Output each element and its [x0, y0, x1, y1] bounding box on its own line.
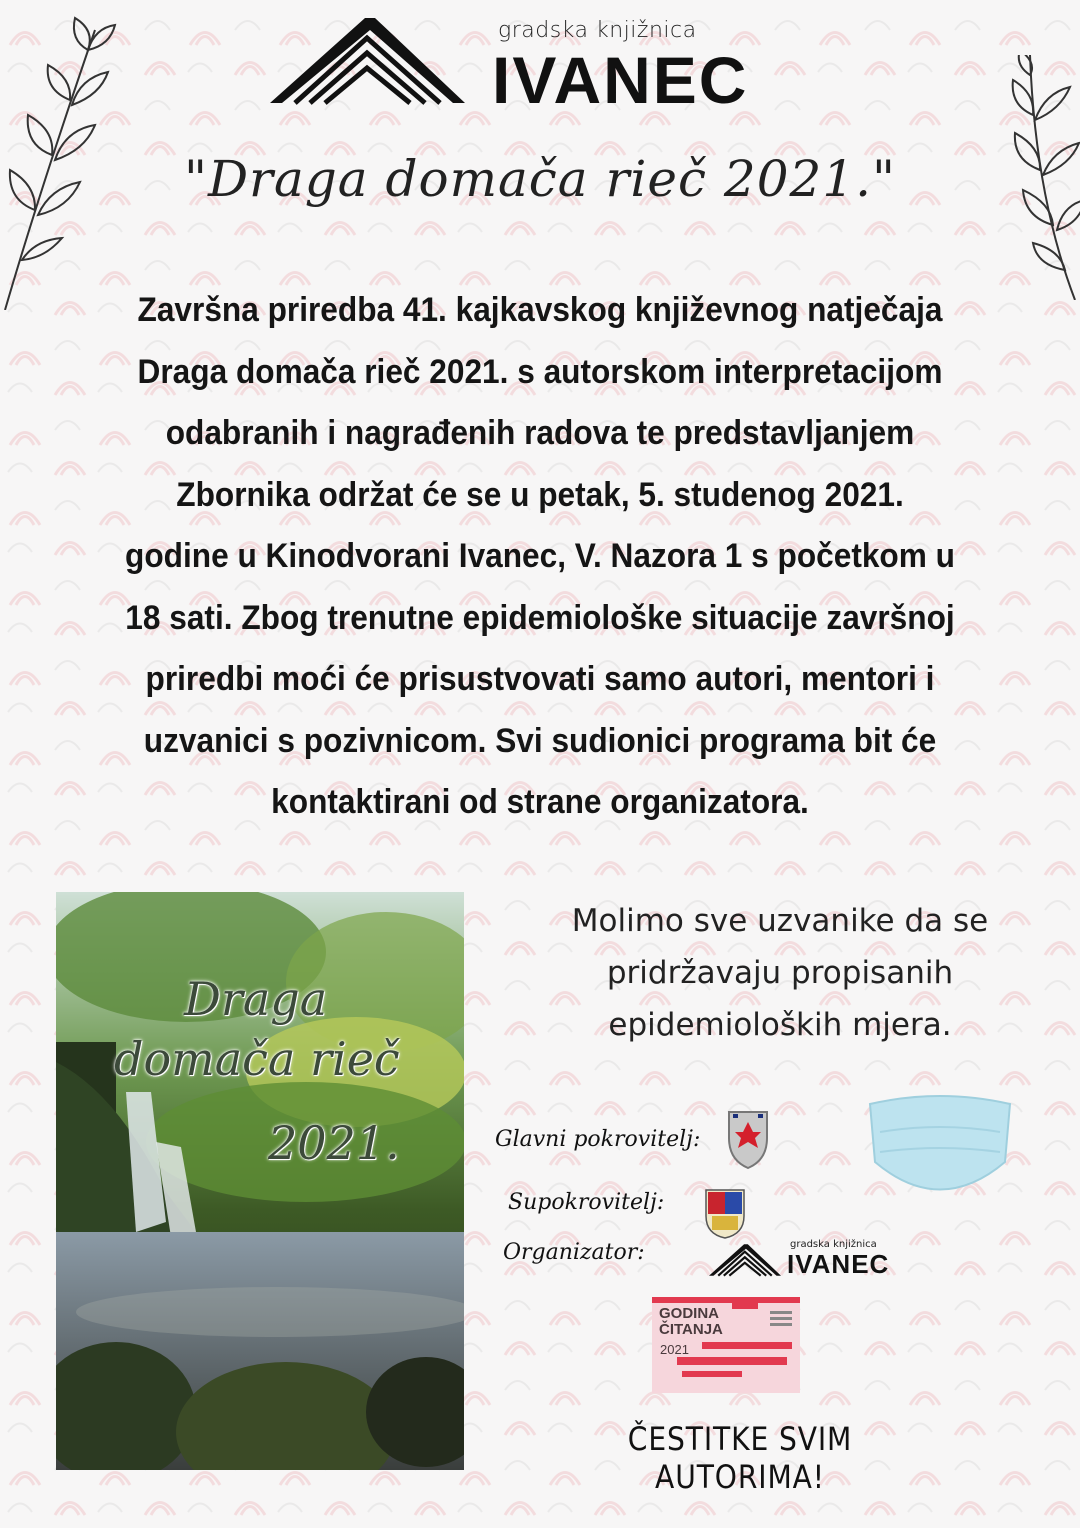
book-cover-image — [56, 892, 464, 1470]
book-fan-icon — [270, 13, 465, 108]
organizer-label: Organizator: — [503, 1240, 645, 1265]
organizer-logo — [705, 1238, 890, 1280]
co-sponsor-label: Supokrovitelj: — [508, 1190, 665, 1215]
main-sponsor-label: Glavni pokrovitelj: — [495, 1127, 701, 1152]
announcement-line: godine u Kinodvorani Ivanec, V. Nazora 1 s početkom u — [125, 537, 955, 575]
announcement-line: Završna priredba 41. kajkavskog književnog natječaja — [137, 291, 943, 329]
coat-of-arms-icon — [727, 1108, 769, 1170]
congratulations: ČESTITKE SVIM AUTORIMA! — [627, 1420, 853, 1496]
announcement-line: 18 sati. Zbog trenutne epidemiološke situacije završnoj — [125, 598, 955, 637]
announcement-line: Zbornika održat će se u petak, 5. studenog 2021. — [176, 475, 904, 514]
library-name: IVANEC — [492, 43, 749, 117]
announcement-line: priredbi moći će prisustvovati samo autori, mentori i — [145, 660, 935, 698]
reading-year-line1: GODINA — [659, 1305, 719, 1322]
reading-year-number: 2021 — [660, 1342, 689, 1357]
book-fan-icon — [709, 1242, 781, 1278]
notice-line: epidemioloških mjera. — [608, 1007, 952, 1043]
announcement-line: odabranih i nagrađenih radova te predstavljanjem — [165, 414, 915, 452]
cover-title-line1: Draga — [184, 972, 328, 1026]
library-logo — [270, 8, 770, 118]
announcement-line: uzvanici s pozivnicom. Svi sudionici programa bit će — [143, 721, 937, 760]
notice-line: pridržavaju propisanih — [606, 955, 954, 991]
announcement-line: Draga domača rieč 2021. s autorskom interpretacijom — [137, 352, 943, 391]
notice-line: Molimo sve uzvanike da se — [571, 903, 989, 939]
organizer-logo-name: IVANEC — [787, 1249, 890, 1279]
library-subtitle: gradska knjižnica — [498, 18, 697, 43]
reading-year-line2: ČITANJA — [659, 1321, 723, 1338]
notice — [520, 895, 1040, 1051]
announcement-line: kontaktirani od strane organizatora. — [271, 783, 809, 821]
organizer-logo-subtitle: gradska knjižnica — [790, 1239, 877, 1250]
county-crest-icon — [704, 1188, 746, 1240]
headline: "Draga domača rieč 2021." — [183, 150, 897, 208]
cover-title-line2: domača rieč — [114, 1032, 400, 1086]
reading-year-title — [659, 1306, 723, 1338]
face-mask-icon — [860, 1092, 1020, 1206]
cover-title-line3: 2021. — [268, 1116, 400, 1170]
reading-year-badge — [652, 1297, 800, 1393]
announcement — [103, 280, 977, 834]
